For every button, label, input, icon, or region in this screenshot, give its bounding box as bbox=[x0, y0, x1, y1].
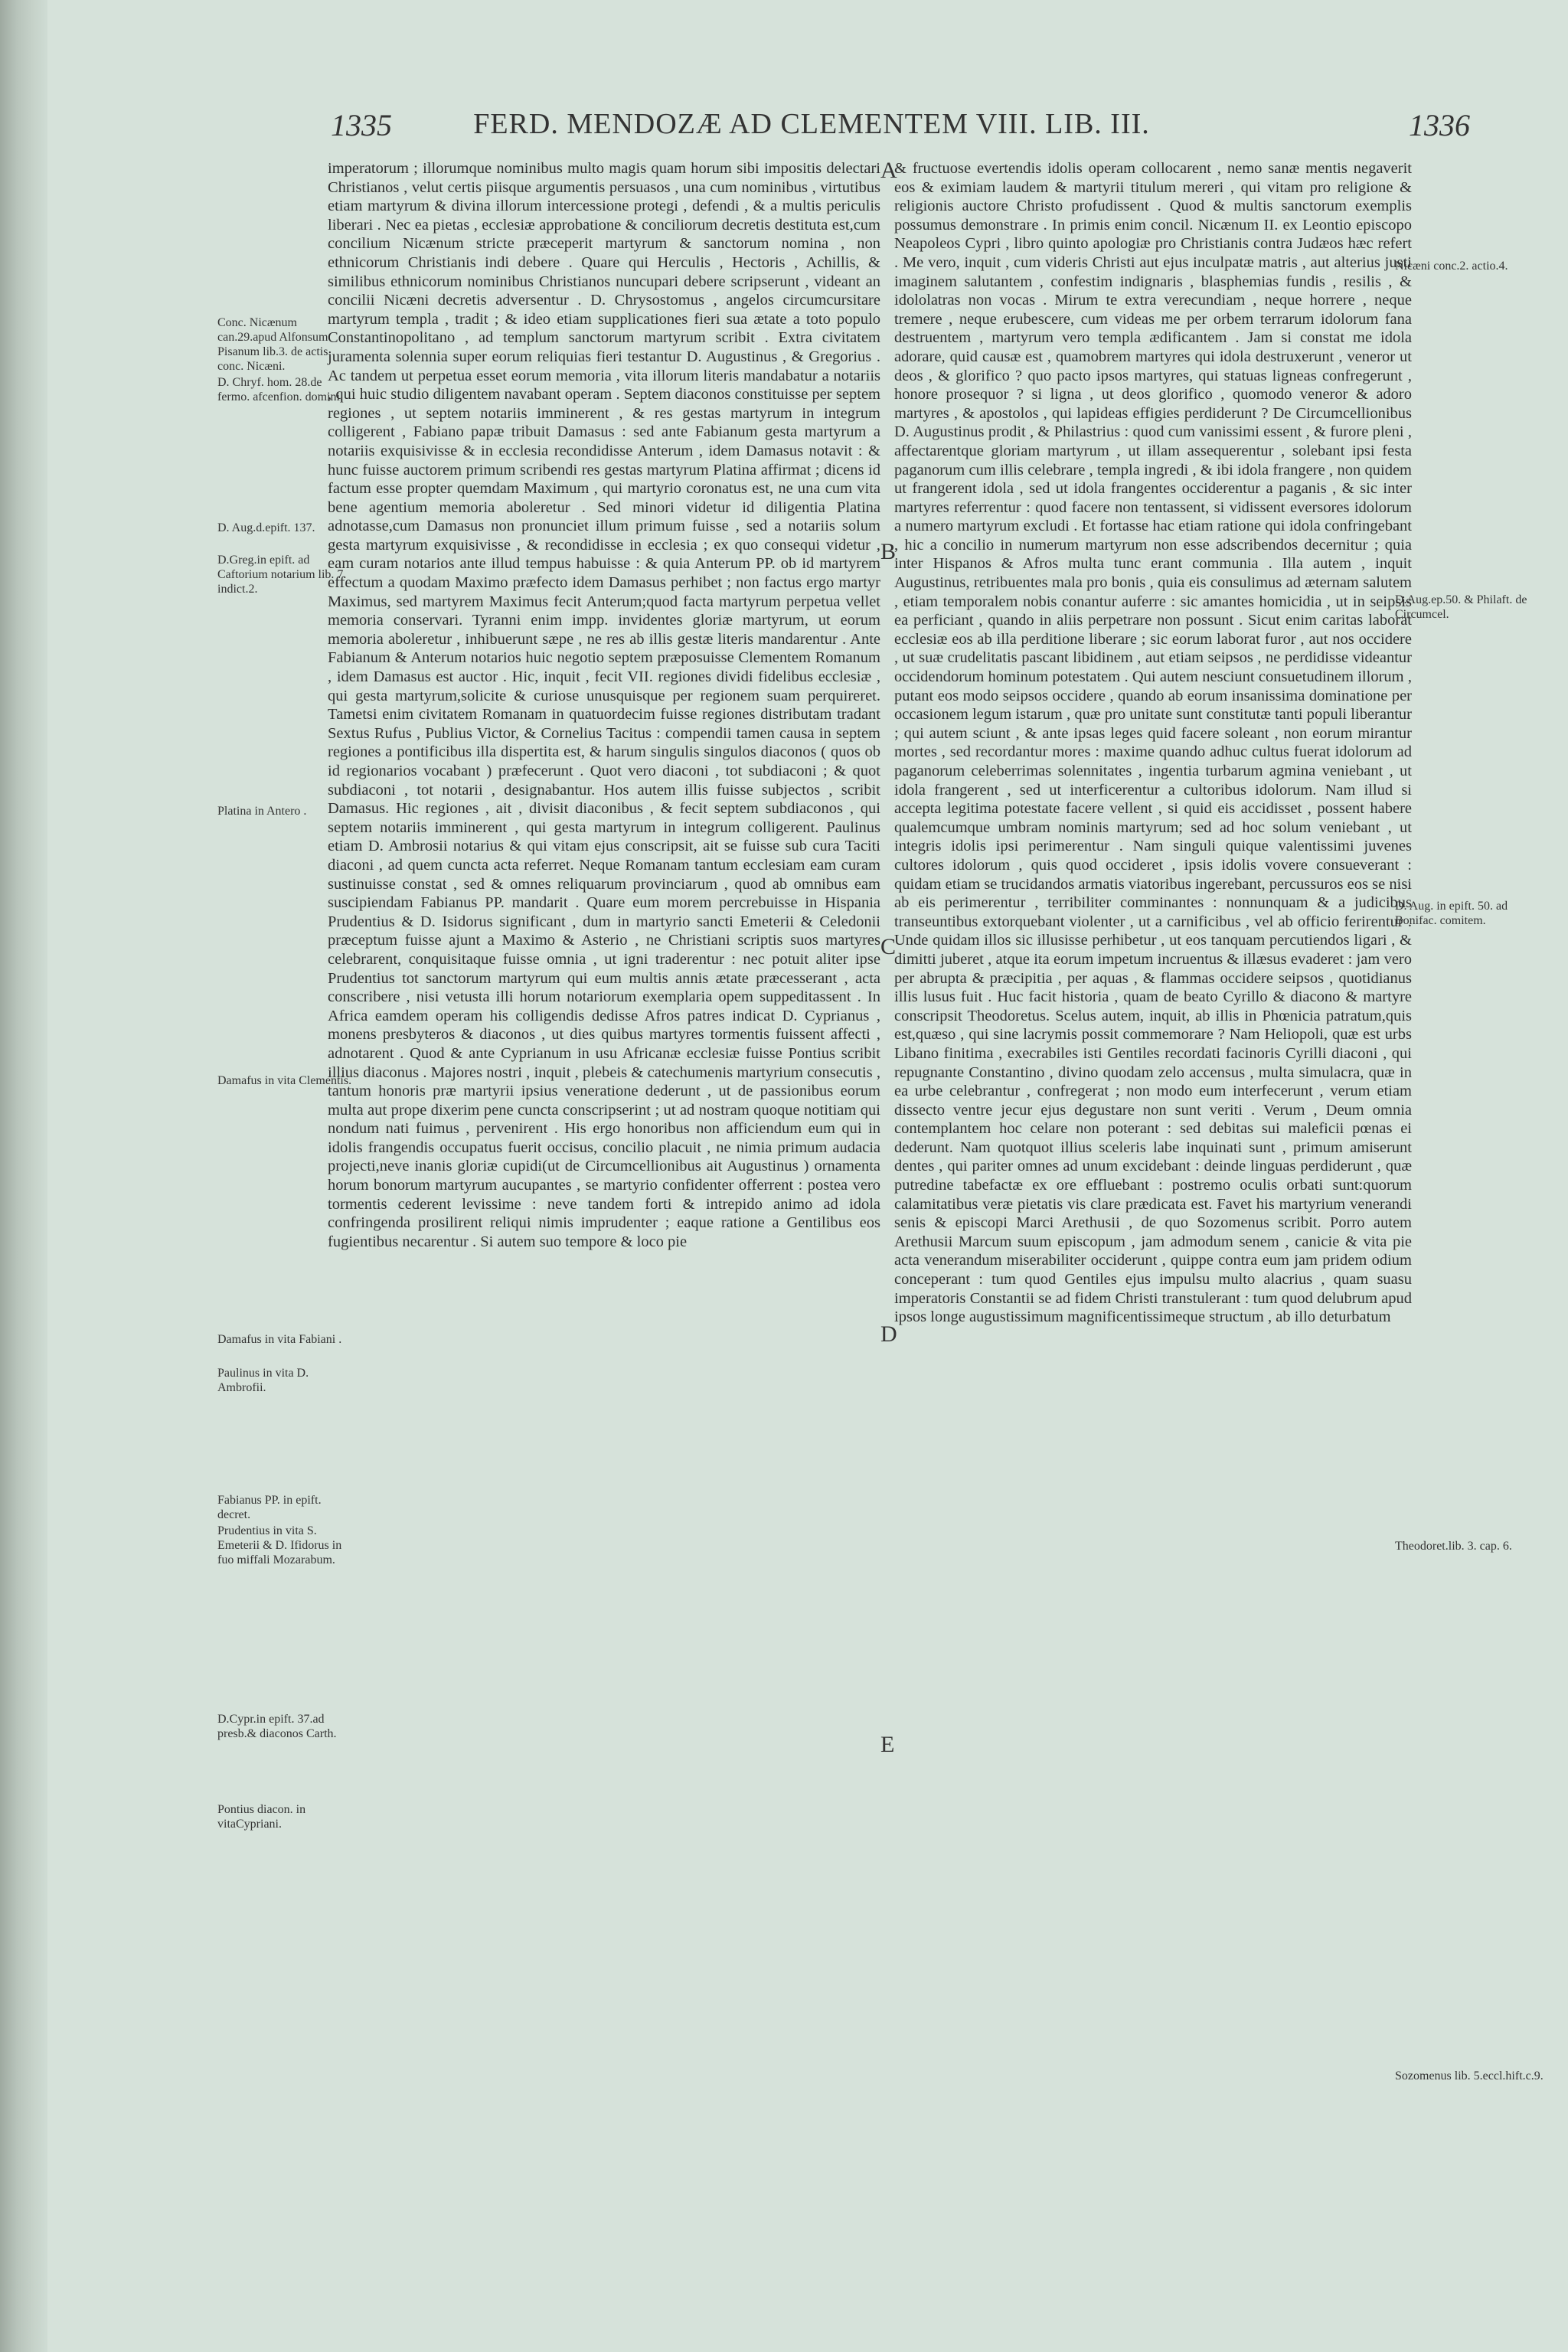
margin-note-left: Damafus in vita Fabiani . bbox=[217, 1333, 342, 1346]
margin-note-right: D.Aug.ep.50. & Philaft. de Circumcel. bbox=[1395, 593, 1527, 621]
margin-note-left: D.Cypr.in epift. 37.ad presb.& diaconos Carth. bbox=[217, 1713, 337, 1740]
section-letter-b: B bbox=[880, 539, 897, 564]
margin-note-left: D. Chryf. hom. 28.de fermo. afcenfion. domini. bbox=[217, 376, 343, 403]
running-header: FERD. MENDOZÆ AD CLEMENTEM VIII. LIB. III. bbox=[473, 108, 1150, 140]
margin-note-left: Paulinus in vita D. Ambrofii. bbox=[217, 1367, 309, 1394]
margin-note-right: Theodoret.lib. 3. cap. 6. bbox=[1395, 1540, 1512, 1553]
section-letter-c: C bbox=[880, 934, 897, 959]
margin-note-left: Damafus in vita Clementis. bbox=[217, 1074, 352, 1087]
margin-note-right: D. Aug. in epift. 50. ad Bonifac. comitem. bbox=[1395, 900, 1508, 927]
margin-note-right: Nicæni conc.2. actio.4. bbox=[1395, 260, 1508, 273]
margin-note-left: Conc. Nicænum can.29.apud Alfonsum Pisanum lib.3. de actis conc. Nicæni. bbox=[217, 316, 328, 373]
text-column-right bbox=[894, 159, 1412, 1327]
section-letter-e: E bbox=[880, 1732, 895, 1757]
section-letter-a: A bbox=[880, 158, 897, 183]
book-binding-shadow bbox=[0, 0, 47, 2352]
margin-note-left: Platina in Antero . bbox=[217, 805, 307, 818]
text-column-left bbox=[328, 159, 880, 1251]
margin-note-left: Fabianus PP. in epift. decret. bbox=[217, 1494, 322, 1521]
column-right-text: & fructuose evertendis idolis operam collocarent , nemo sanæ mentis negaverit eos & eximiam laudem & martyrii titulum mereri , qui vitam pro religione & religionis auctore Christo profudissent . Quod & multis sanctorum exemplis possumus demonstrare . In primis enim concil. Nicænum II. ex Leontio episcopo Neapoleos Cypri , libro quinto apologiæ pro Christianis contra Judæos hæc refert . Me vero, inquit , cum videris Christi aut ejus inculpatæ matris , aut alterius justi imaginem salutantem , confestim indignaris , blasphemias fundis , resilis , & idololatras non vocas . Mirum te extra verecundiam , neque horrere , neque tremere , neque erubescere, cum videas me per orbem terrarum idolorum fana destruentem , martyrum vero templa ædificantem . Jam si constat me idola adorare, quid causæ est , quamobrem martyres qui idola destruxerunt , veneror ut deos , & glorifico ? quo pacto ipsos martyres, qui statuas ligneas confregerunt , honore prosequor ? si ligna , ut deos glorifico , quomodo veneror & adoro martyres , & apostolos , qui lapideas effigies perdiderunt ? De Circumcellionibus D. Augustinus prodit , & Philastrius : quod cum vanissimi essent , & furore pleni , affectarentque gloriam martyrum , ut illam assequerentur , solebant ipsi festa paganorum cum illis celebrare , templa ingredi , & ibi idola frangere , non quidem ut frangerent idola , sed ut idola frangentes occiderentur a paganis , & sic inter martyres referrentur : quod facere non tentassent, si vidissent eversores idolorum a numero martyrum excludi . Et fortasse hac etiam ratione qui idola confringebant , hic a concilio in numerum martyrum non esse adscribendos decernitur ; quia inter Hispanos & Afros multa tunc erant communia . Illa autem , inquit Augustinus, retribuentes mala pro bonis , quia eis consulimus ad æternam salutem , etiam temporalem nobis conantur auferre : sic amantes homicidia , ut in seipsis ea perficiant , quando in aliis perpetrare non possunt . Sicut enim caritas laborat ecclesiæ eos ab illa perditione liberare ; sic eorum laborat furor , aut nos occidere , ut suæ crudelitatis pascant libidinem , aut etiam seipsos , ne perdidisse videantur occidendorum hominum potestatem . Qui autem nesciunt consuetudinem illorum , putant eos modo seipsos occidere , quando ab eorum insanissima dominatione per occasionem legum istarum , quæ pro unitate sunt constitutæ tanti populi liberantur ; qui autem sciunt , & ante ipsas leges quid facere soleant , non eorum mirantur mortes , sed recordantur mores : maxime quando adhuc cultus fuerat idolorum ad paganorum celeberrimas solennitates , ingentia turbarum agmina veniebant , ut idola frangerent , sed ut interficerentur a cultoribus idolorum. Nam illud si accepta legitima potestate facere vellent , si quid eis accidisset , possent habere qualemcumque umbram nominis martyrum; sed ad hoc solum veniebant , ut integris idolis ipsi perimerentur . Nam singuli quique valentissimi juvenes cultores idolorum , quis quod occideret , ipsis idolis vovere consueverant : quidam etiam se trucidandos armatis viatoribus ingerebant, percussuros eos se nisi ab eis perimerentur , terribiliter comminantes : nonnunquam & a judicibus transeuntibus extorquebant violenter , ut a carnificibus , vel ab officio ferirentur . Unde quidam illos sic illusisse perhibetur , ut eos tanquam percutiendos ligari , & dimitti juberet , atque ita eorum impetum incruentus & illæsus evaderet : jam vero per abrupta & præcipitia , per aquas , & flammas occidere seipsos , quotidianus illis lusus fuit . Huc facit historia , quam de beato Cyrillo & diacono & martyre conscripsit Theodoretus. Scelus autem, inquit, ab illis in Phœnicia patratum,quis est,quæso , qui sine lacrymis possit commemorare ? Nam Heliopoli, quæ est urbs Libano finitima , execrabiles isti Gentiles recordati facinoris Cyrilli diaconi , qui repugnante Constantino , divino quodam zelo accensus , multa simulacra, quæ in ea urbe celebrantur , confregerat ; non modo eum interfecerunt , verum etiam dissecto ventre jecur ejus degustare non sunt veriti . Verum , Deum omnia contemplantem hoc celare non poterant : sed debitas sui maleficii pœnas ei dederunt. Nam quotquot illius sceleris labe inquinati sunt , primum amiserunt dentes , qui pariter omnes ad unum excidebant : deinde linguas perdiderunt , quæ putredine tabefactæ ex ore effluebant : postremo oculis orbati sunt:quorum calamitatibus veræ pietatis vis clare prædicata est. Favet his martyrium venerandi senis & episcopi Marci Arethusii , de quo Sozomenus scribit. Porro autem Arethusii Marcum suum episcopum , jam admodum senem , canicie & vita pie acta venerandum miserabiliter occiderunt , quippe contra eum jam pridem odium conceperant : tum quod Gentiles ejus impulsu multo alacrius , quam suasu imperatoris Constantii se ad fidem Christi transtulerant : tum quod delubrum apud ipsos longe augustissimum magnificentissimeque structum , ab illo deturbatum bbox=[894, 160, 1412, 1326]
margin-note-left: Prudentius in vita S. Emeterii & D. Ifidorus in fuo miffali Mozarabum. bbox=[217, 1524, 342, 1566]
margin-note-left: Pontius diacon. in vitaCypriani. bbox=[217, 1803, 306, 1831]
margin-note-right: Sozomenus lib. 5.eccl.hift.c.9. bbox=[1395, 2069, 1544, 2082]
column-left-text: imperatorum ; illorumque nominibus multo magis quam horum sibi impositis delectari Christianos , velut certis piisque argumentis persuasos , una cum nominibus , virtutibus etiam martyrum & divina illorum intercessione protegi , defendi , & a multis periculis liberari . Nec ea pietas , ecclesiæ approbatione & conciliorum decretis destituta est,cum concilium Nicænum stricte præceperit martyrum & sanctorum nomina , non ethnicorum Christianis indi debere . Quare qui Herculis , Hectoris , Achillis, & similibus ethnicorum nominibus Christianos nuncupari debere scripserunt , videant an concilii Nicæni decretis adversentur . D. Chrysostomus , angelos circumcursitare martyrum templa , tradit ; & ideo etiam supplicationes fieri sua ætate a toto populo Constantinopolitano , ad templum sanctorum martyrum scribit . Extra civitatem juramenta solennia super eorum reliquias fieri testantur D. Augustinus , & Gregorius . Ac tandem ut perpetua esset eorum memoria , vita illorum literis mandabatur a notariis , qui huic studio diligentem navabant operam . Septem diaconos constituisse per septem regiones , ut septem notariis imminerent , & res gestas martyrum in integrum colligerent , Fabiano papæ tribuit Damasus : sed ante Fabianum gesta martyrum a notariis exquisivisse & in ecclesia recondidisse Anterum , idem Damasus notavit : & hunc fuisse auctorem primum scribendi res gestas martyrum Platina affirmat ; dicens id factum esse propter quemdam Maximum , qui martyrio coronatus est, ne una cum vita bene agentium memoria aboleretur . Sed minori videtur id diligentia Platina adnotasse,cum Damasus non pronunciet illum primum fuisse , sed a notariis solum gesta martyrum exquisivisse , & recondidisse in ecclesia ; ex quo consequi videtur , eam curam notarios ante illud tempus habuisse : & quia Anterum PP. ob id martyrem effectum a quodam Maximo præfecto idem Damasus perhibet ; non factus ergo martyr Maximus, sed martyrem Maximus fecit Anterum;quod facta martyrum perpetua vellet memoria conservari. Tyranni enim impp. invidentes gloriæ martyrum, ut eorum memoria aboleretur , inhibuerunt sæpe , ne res ab illis gestæ literis mandarentur . Ante Fabianum & Anterum notarios huic negotio septem præposuisse Clementem Romanum , idem Damasus est auctor . Hic, inquit , fecit VII. regiones dividi fidelibus ecclesiæ , qui gesta martyrum,solicite & curiose unusquisque per regionem suam perquireret. Tametsi enim civitatem Romanam in quatuordecim fuisse regiones distributam tradant Sextus Rufus , Publius Victor, & Cornelius Tacitus : compendii tamen causa in septem regiones a pontificibus illa dispertita est, & harum singulis singulos diaconos ( quos ob id regionarios vocabant ) præfecerunt . Quot vero diaconi , tot subdiaconi ; & quot subdiaconi , tot notarii , designabantur. Hos autem illis fuisse subjectos , scribit Damasus. Hic regiones , ait , divisit diaconibus , & fecit septem subdiaconos , qui septem notariis imminerent , qui gesta martyrum in integrum colligerent. Paulinus etiam D. Ambrosii notarius & qui vitam ejus conscripsit, ait se fuisse sub cura Taciti diaconi , ad quem cuncta acta referret. Neque Romanam tantum ecclesiam eam curam sustinuisse constat , sed & omnes reliquarum provinciarum , quod ab omnibus eam suscipiendam Fabianus PP. mandarit . Quare eum morem percrebuisse in Hispania Prudentius & D. Isidorus significant , dum in martyrio sancti Emeterii & Celedonii præceptum fuisse ajunt a Maximo & Asterio , ne Christiani scriptis suos martyres celebrarent, conquisitaque fuisse omnia , ut igni traderentur : nec potuit aliter ipse Prudentius tot sanctorum martyrum qui eum multis annis ætate præcesserant , acta conscribere , nisi vetusta illi horum notariorum exemplaria opem suppeditassent . In Africa eamdem operam his colligendis dedisse Afros patres indicat D. Cyprianus , monens presbyteros & diaconos , ut dies quibus martyres tormentis fuissent affecti , adnotarent . Quod & ante Cyprianum in usu Africanæ ecclesiæ fuisse Pontius scribit illius diaconus . Majores nostri , inquit , plebeis & catechumenis martyrium consecutis , tantum honoris præ martyrii ipsius veneratione dederunt , ut de passionibus eorum multa aut prope dixerim pene cuncta conscripserint ; ut ad nostram quoque notitiam qui nondum nati fuimus , pervenirent . His ergo honoribus non afficiendum eum qui in idolis frangendis occupatus fuerit occisus, concilio placuit , ne nimia primum audacia projecti,neve inanis gloriæ cupidi(ut de Circumcellionibus ait Augustinus ) ornamenta horum bonorum martyrum aucupantes , se martyrio confidenter offerrent : postea vero tormentis cederent levissime : neve tandem forti & intrepido animo ad idola confringenda prosilirent reliqui nimis imprudenter ; eaque ratione a Gentilibus eos fugientibus necarentur . Si autem suo tempore & loco pie bbox=[328, 160, 880, 1250]
margin-note-left: D. Aug.d.epift. 137. bbox=[217, 521, 315, 534]
section-letter-d: D bbox=[880, 1321, 897, 1347]
page-number-right: 1336 bbox=[1409, 108, 1470, 142]
margin-note-left: D.Greg.in epift. ad Caftorium notarium lib. 7. indict.2. bbox=[217, 554, 347, 596]
page-number-left: 1335 bbox=[331, 108, 392, 142]
